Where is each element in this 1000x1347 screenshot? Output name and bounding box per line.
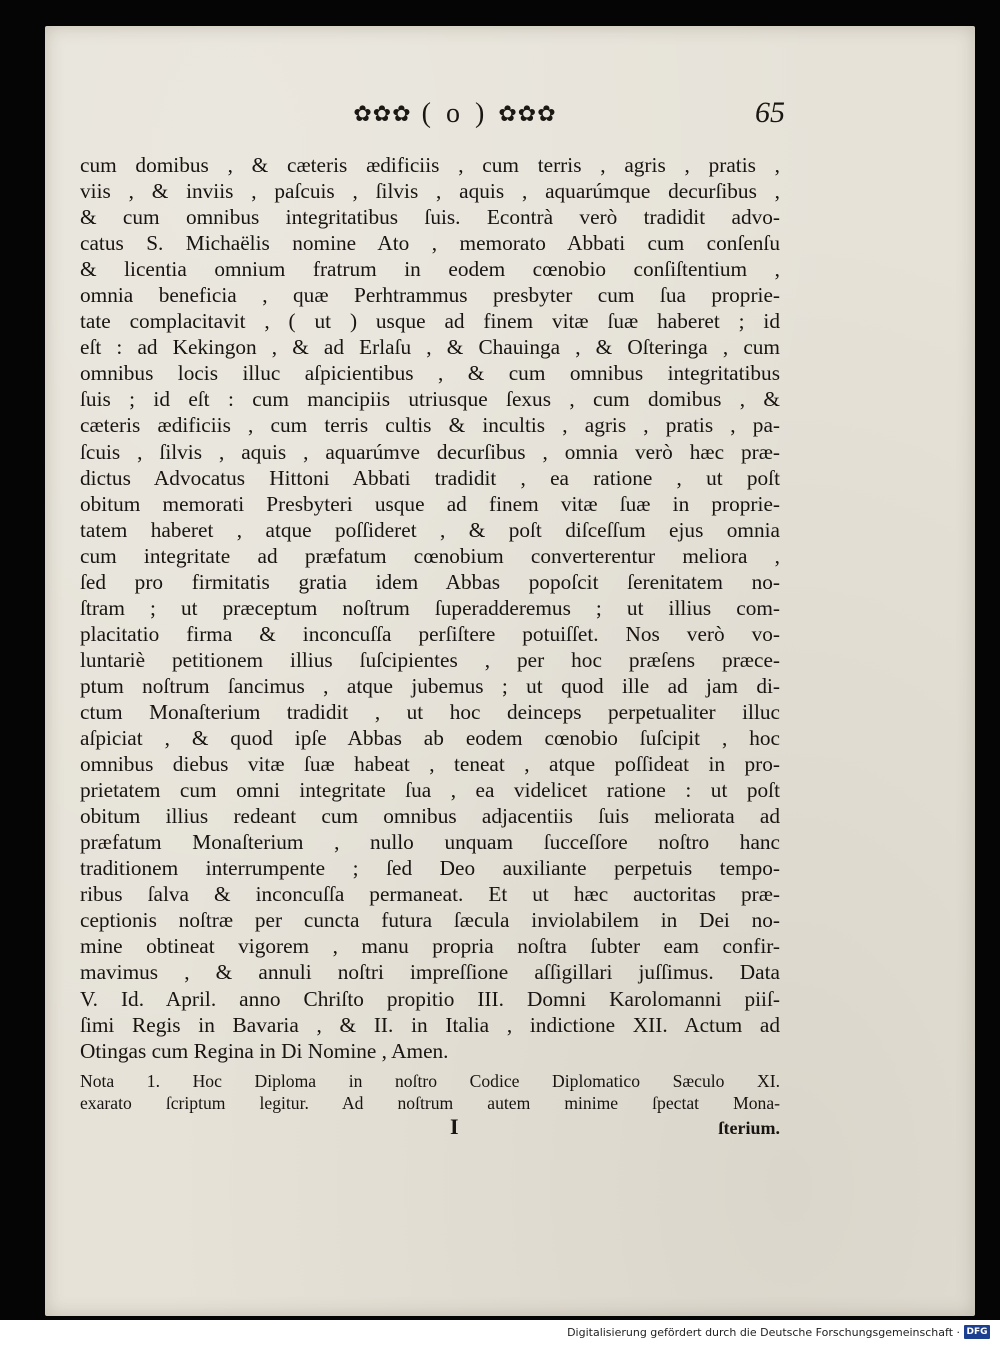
funding-credit: Digitalisierung gefördert durch die Deutsche Forschungsgemeinschaft · xyxy=(567,1326,960,1339)
header-mark: ( o ) xyxy=(421,98,489,129)
text-line: ſcuis , ſilvis , aquis , aquarúmve decurſibus , omnia verò hæc præ- xyxy=(80,439,780,464)
footnote xyxy=(80,1070,780,1114)
footnote-line: Nota 1. Hoc Diploma in noſtro Codice Diplomatico Sæculo XI. xyxy=(80,1071,780,1091)
text-line: eſt : ad Kekingon , & ad Erlaſu , & Chauinga , & Oſteringa , cum xyxy=(80,335,780,360)
text-line: & cum omnibus integritatibus ſuis. Econtrà verò tradidit advo- xyxy=(80,205,780,230)
text-line: omnibus diebus vitæ ſuæ habeat , teneat , atque poſſideat in pro- xyxy=(80,752,780,777)
page-number: 65 xyxy=(755,96,785,129)
text-line: mine obtineat vigorem , manu propria noſtra ſubter eam confir- xyxy=(80,934,780,959)
text-line: placitatio firma & inconcuſſa perſiſtere potuiſſet. Nos verò vo- xyxy=(80,621,780,646)
page-header xyxy=(70,96,840,132)
text-line: tate complacitavit , ( ut ) usque ad finem vitæ ſuæ haberet ; id xyxy=(80,309,780,334)
text-line: Otingas cum Regina in Di Nomine , Amen. xyxy=(80,1038,449,1063)
text-line: obitum illius redeant cum omnibus adjacentiis ſuis meliorata ad xyxy=(80,804,780,829)
text-line: aſpiciat , & quod ipſe Abbas ab eodem cœnobio ſuſcipit , hoc xyxy=(80,726,780,751)
text-line: omnibus locis illuc aſpicientibus , & cum omnibus integritatibus xyxy=(80,361,780,386)
text-line: & licentia omnium fratrum in eodem cœnobio conſiſtentium , xyxy=(80,257,780,282)
text-line: V. Id. April. anno Chriſto propitio III. Domni Karolomanni piiſ- xyxy=(80,986,780,1011)
text-line: prietatem cum omni integritate ſua , ea videlicet ratione : ut poſt xyxy=(80,778,780,803)
text-line: cum integritate ad præfatum cœnobium converterentur meliora , xyxy=(80,543,780,568)
text-line: ribus ſalva & inconcuſſa permaneat. Et ut hæc auctoritas præ- xyxy=(80,882,780,907)
footnote-line: exarato ſcriptum legitur. Ad noſtrum autem minime ſpectat Mona- xyxy=(80,1093,780,1113)
body-text xyxy=(80,152,780,1064)
text-line: mavimus , & annuli noſtri impreſſione aſſigillari juſſimus. Data xyxy=(80,960,780,985)
text-line: præfatum Monaſterium , nullo unquam ſucceſſore noſtro hanc xyxy=(80,830,780,855)
header-ornament-left: ✿✿✿ xyxy=(353,101,412,127)
text-line: ſtram ; ut præceptum noſtrum ſuperadderemus ; ut illius com- xyxy=(80,595,780,620)
text-line: viis , & inviis , paſcuis , ſilvis , aquis , aquarúmque decurſibus , xyxy=(80,179,780,204)
text-line: omnia beneficia , quæ Perhtrammus presbyter cum ſua proprie- xyxy=(80,283,780,308)
dfg-logo: DFG xyxy=(964,1325,990,1339)
digitization-footer xyxy=(0,1320,1000,1347)
text-line: dictus Advocatus Hittoni Abbati tradidit , ea ratione , ut poſt xyxy=(80,465,780,490)
header-ornament-right: ✿✿✿ xyxy=(498,101,557,127)
catchword: ſterium. xyxy=(718,1118,780,1138)
text-line: ceptionis noſtræ per cuncta futura ſæcula inviolabilem in Dei no- xyxy=(80,908,780,933)
text-line: ſimi Regis in Bavaria , & II. in Italia , indictione XII. Actum ad xyxy=(80,1012,780,1037)
text-line: cum domibus , & cæteris ædificiis , cum terris , agris , pratis , xyxy=(80,153,780,177)
text-line: ptum noſtrum ſancimus , atque jubemus ; ut quod ille ad jam di- xyxy=(80,673,780,698)
text-line: traditionem interrumpente ; ſed Deo auxiliante perpetuis tempo- xyxy=(80,856,780,881)
text-line: obitum memorati Presbyteri usque ad finem vitæ ſuæ in proprie- xyxy=(80,491,780,516)
text-line: catus S. Michaëlis nomine Ato , memorato Abbati cum conſenſu xyxy=(80,231,780,256)
text-line: ctum Monaſterium tradidit , ut hoc deinceps perpetualiter illuc xyxy=(80,699,780,724)
text-line: cæteris ædificiis , cum terris cultis & incultis , agris , pratis , pa- xyxy=(80,413,780,438)
text-line: ſuis ; id eſt : cum mancipiis utriusque ſexus , cum domibus , & xyxy=(80,387,780,412)
signature-row xyxy=(80,1114,780,1144)
text-line: tatem haberet , atque poſſideret , & poſt diſceſſum ejus omnia xyxy=(80,517,780,542)
signature-mark: I xyxy=(450,1114,459,1139)
text-line: luntariè petitionem illius ſuſcipientes , per hoc præſens præce- xyxy=(80,647,780,672)
text-line: ſed pro firmitatis gratia idem Abbas popoſcit ſerenitatem no- xyxy=(80,569,780,594)
